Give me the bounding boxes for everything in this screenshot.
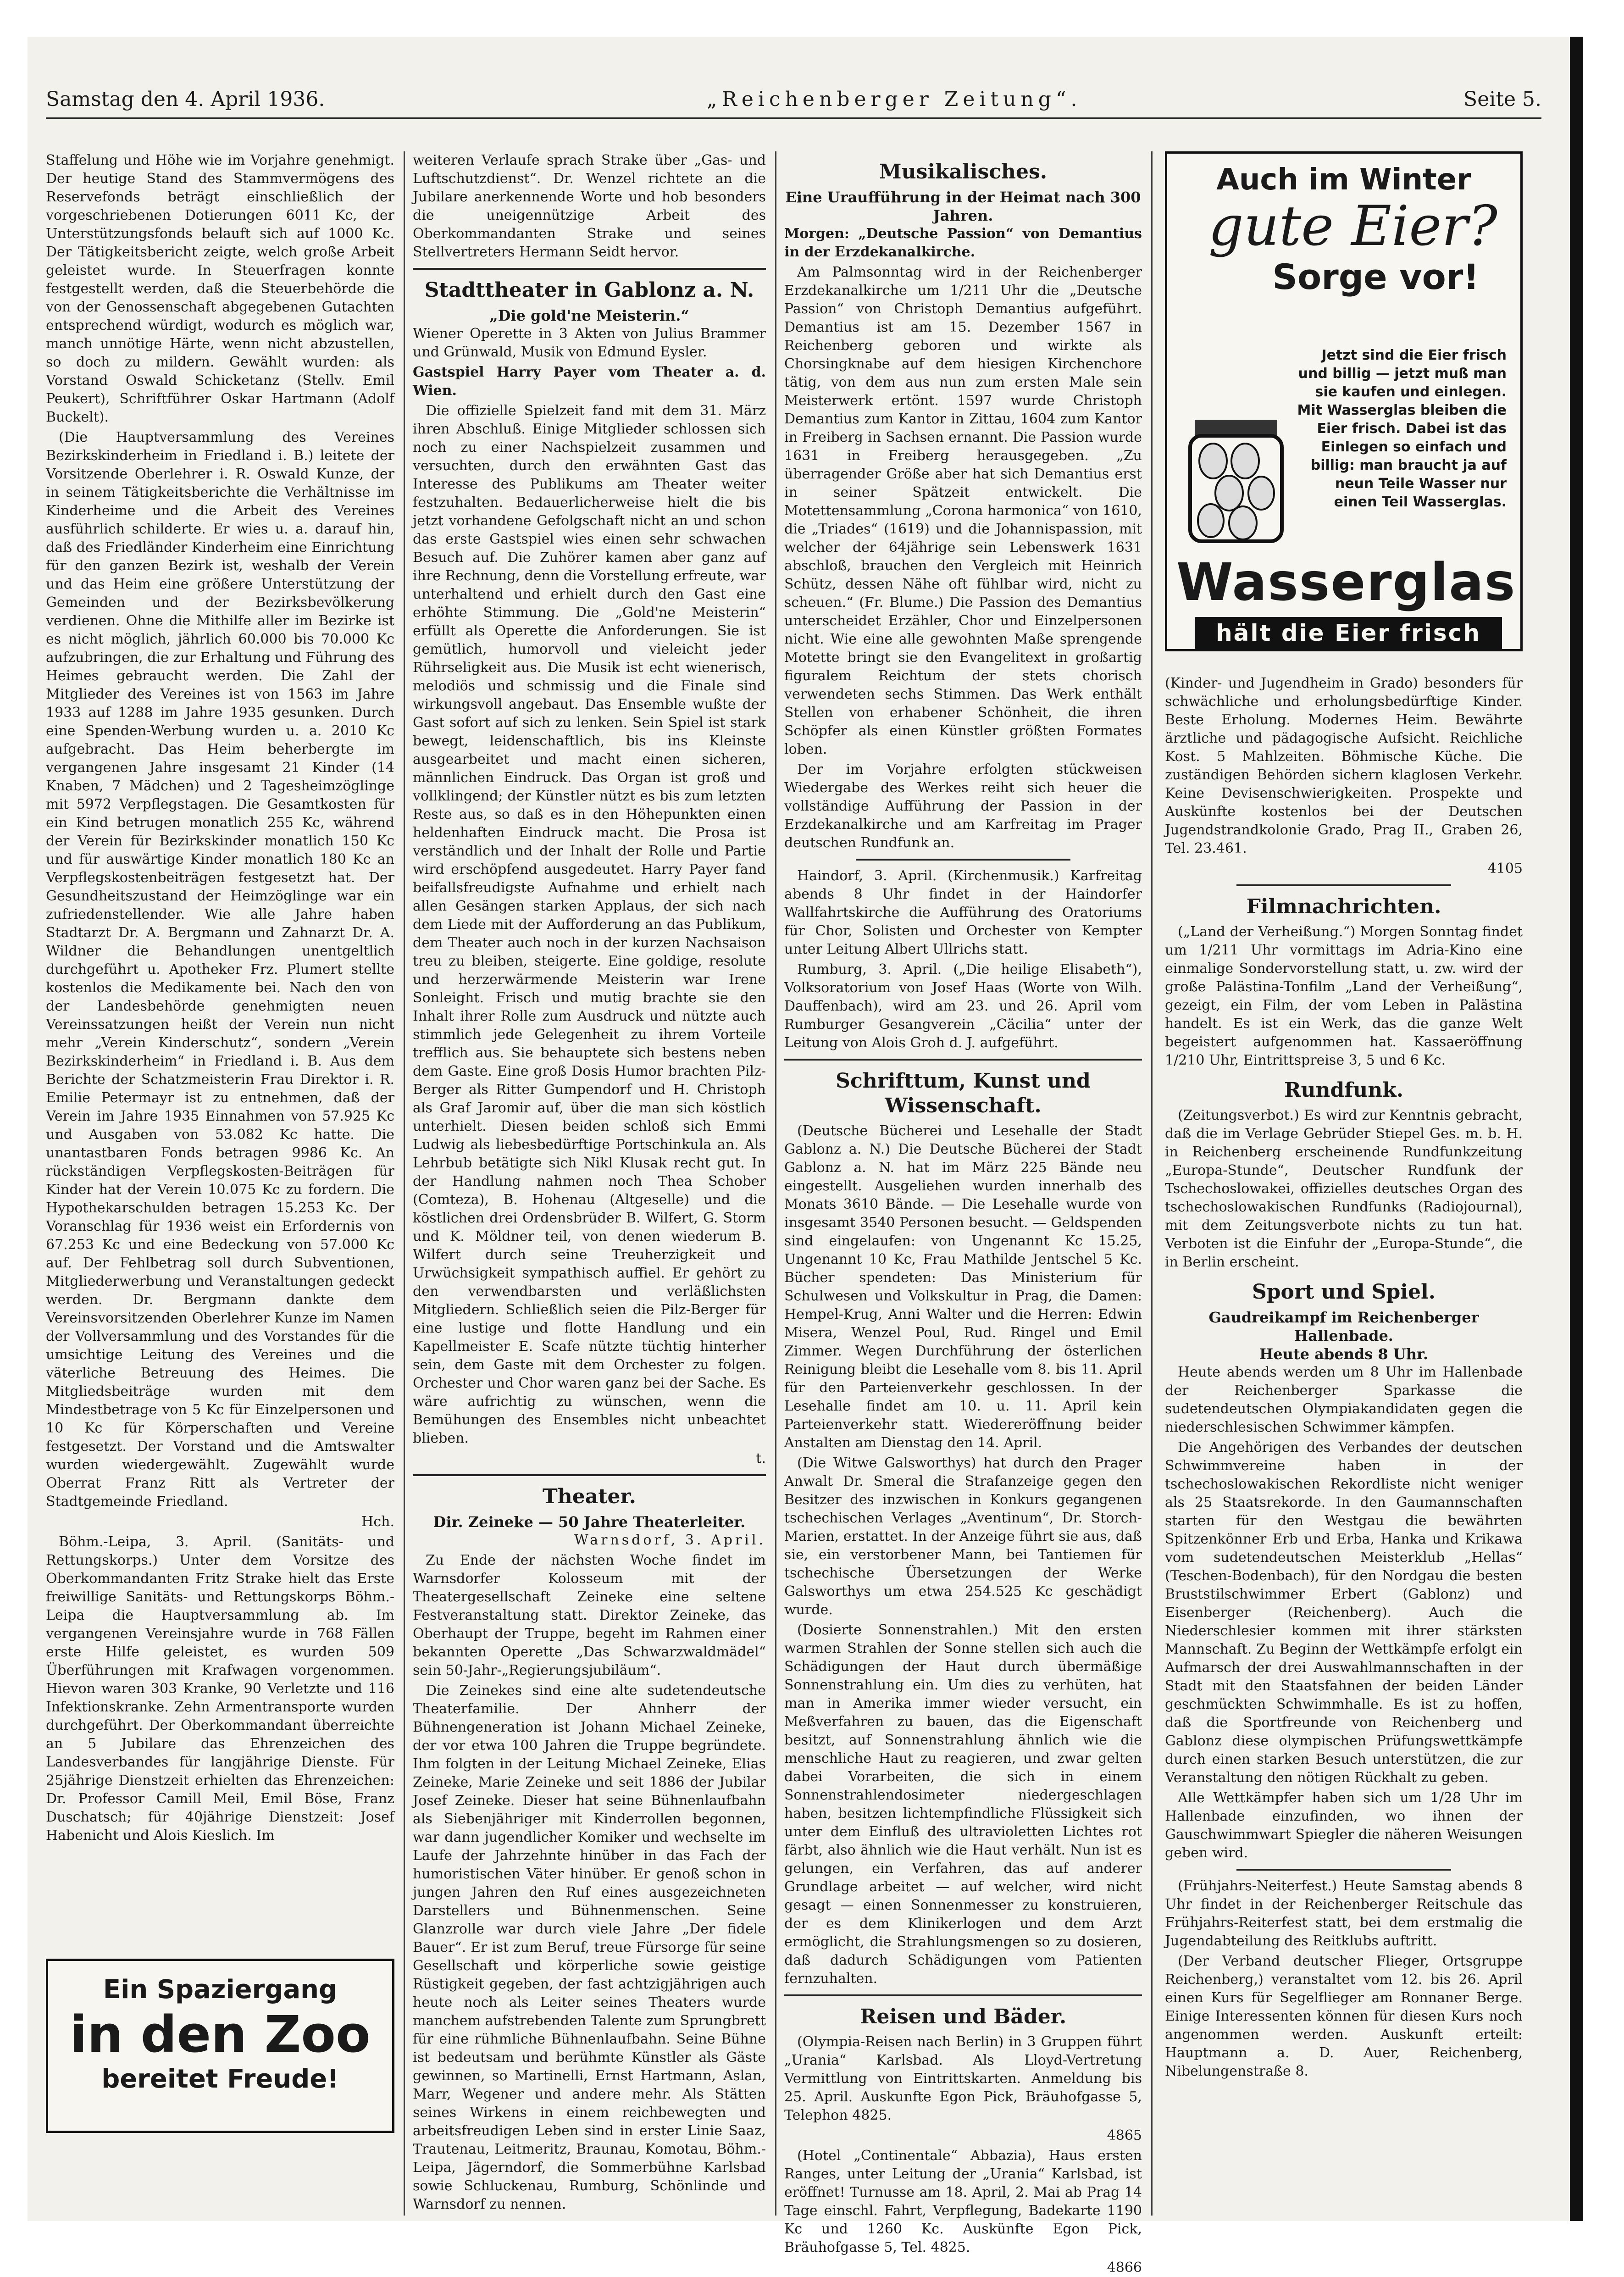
section-guest: Gastspiel Harry Payer vom Theater a. d. Wien. [413, 364, 766, 399]
egg-ad-brand: Wasserglas [1176, 553, 1516, 612]
wasserglas-advertisement [1165, 151, 1523, 651]
section-title-reisen: Reisen und Bäder. [859, 2005, 1067, 2028]
egg-ad-script: gute Eier? [1208, 194, 1497, 258]
column-3 [784, 151, 1142, 2276]
article-paragraph: Staffelung und Höhe wie im Vorjahre genehmigt. Der heutige Stand des Stammvermögens des Reservefonds beträgt einschließlich der vorgeschriebenen Dotierungen 6011 Kc, der Unterstützungsfonds belauft sich auf 1000 Kc. Der Tätigkeitsbericht zeigte, welch große Arbeit geleistet wurde. In Steuerfragen konnte festgestellt werden, daß die Steuerbehörde die von der Genossenschaft abgegebenen Gutachten entsprechend würdigt, wodurch es möglich war, manch unnötige Härte, wenn nicht abzustellen, so doch zu mildern. Gewählt wurden: als Vorstand Oswald Schicketanz (Stellv. Emil Peukert), Schriftführer Oskar Hartmann (Adolf Buckelt). [46, 152, 394, 425]
egg-ad-sorge: Sorge vor! [1272, 256, 1479, 297]
article-flieger: (Der Verband deutscher Flieger, Ortsgruppe Reichenberg,) veranstaltet vom 12. bis 26. April einen Kurs für Segelflieger am Ronnaner Berge. Einige Interessenten können für diesen Kurs noch angenommen werden. Auskunft erteilt: Hauptmann a. D. Auer, Reichenberg, Nibelungenstraße 8. [1165, 1953, 1523, 2079]
egg-ad-headline: Auch im Winter [1216, 163, 1471, 197]
page-header [46, 73, 1541, 119]
section-body: („Land der Verheißung.“) Morgen Sonntag findet um 1/211 Uhr vormittags im Adria-Kino eine einmalige Sondervorstellung statt, u. zw. wird der große Palästina-Tonfilm „Land der Verheißung“, gezeigt, ein Film, der vom Leben in Palästina handelt. Es ist ein Werk, das die ganze Welt begeistert aufgenommen hat. Kassaeröffnung 1/210 Uhr, Eintrittspreise 3, 5 und 6 Kc. [1165, 924, 1523, 1068]
section-title-musikalisches: Musikalisches. [879, 160, 1048, 183]
header-newspaper-title: „Reichenberger Zeitung“. [706, 88, 1082, 111]
section-body: Zu Ende der nächsten Woche findet im Warnsdorfer Kolosseum mit der Theatergesellschaft Zeineke eine seltene Festveranstaltung statt. Direktor Zeineke, das Oberhaupt der Truppe, begeht im Rahmen einer bekannten Operette „Das Schwarzwaldmädel“ sein 50-Jahr-„Regierungsjubiläum“. [413, 1552, 766, 1678]
article-reiterfest: (Frühjahrs-Neiterfest.) Heute Samstag abends 8 Uhr findet in der Reichenberger Reitschule das Frühjahrs-Reiterfest statt, bei dem erstmalig die Jugendabteilung des Reitklubs auftritt. [1165, 1878, 1523, 1949]
zoo-advertisement [46, 1959, 394, 2133]
section-divider [413, 1474, 766, 1476]
zoo-ad-line3: bereitet Freude! [101, 2064, 339, 2094]
header-page-number: Seite 5. [1463, 88, 1541, 111]
section-body: (Dosierte Sonnenstrahlen.) Mit den ersten warmen Strahlen der Sonne stellen sich auch die Schädigungen der Haut durch übermäßige Sonnenstrahlung ein. Um dies zu verhüten, hat man in Amerika immer wieder versucht, ein Meßverfahren zu bauen, das die Eigenschaft besitzt, auf Sonnenstrahlung ähnlich wie die menschliche Haut zu reagieren, und zwar gelten dabei Vorarbeiten, die sich in einem Sonnenstrahlendosimeter niedergeschlagen haben, besitzen lichtempfindliche Flüssigkeit sich unter dem Einfluß des ultravioletten Lichtes rot färbt, also ähnlich wie die Haut verhält. Nun ist es gelungen, ein Verfahren, das auf anderer Grundlage arbeitet — auf welcher, wird nicht gesagt — einen Sonnenmesser zu konstruieren, der es dem Klinikerlogen und dem Arzt ermöglicht, die Strahlungsmengen so zu dosieren, daß dadurch Schädigungen vom Patienten fernzuhalten. [784, 1622, 1142, 1987]
section-body: (Die Witwe Galsworthys) hat durch den Prager Anwalt Dr. Smeral die Strafanzeige gegen den Besitzer des inzwischen in Konkurs gegangenen tschechischen Verlages „Aventinum“, Dr. Storch-Marien, erstattet. In der Anzeige führt sie aus, daß sie, ein verstorbener Mann, bei Tantiemen für tschechische Übersetzungen der Werke Galsworthys um etwa 254.525 Kc geschädigt wurde. [784, 1455, 1142, 1618]
article-grado: (Kinder- und Jugendheim in Grado) besonders für schwächliche und erholungsbedürftige Kinder. Beste Erholung. Modernes Heim. Bewährte ärztliche und pädagogische Aufsicht. Reichliche Kost. 5 Mahlzeiten. Böhmische Küche. Die zuständigen Behörden sichern klaglosen Verkehr. Keine Devisenschwierigkeiten. Prospekte und Auskünfte kostenlos bei der Deutschen Jugendstrandkolonie Grado, Prag II., Graben 26, Tel. 23.461. [1165, 675, 1523, 856]
article-signature: t. [756, 1450, 766, 1466]
section-body: Heute abends werden um 8 Uhr im Hallenbade der Reichenberger Sparkasse die sudetendeutschen Olympiakandidaten gegen die niederschlesischen Schwimmer kämpfen. [1165, 1364, 1523, 1435]
section-body: Am Palmsonntag wird in der Reichenberger Erzdekanalkirche um 1/211 Uhr die „Deutsche Passion“ von Christoph Demantius aufgeführt. Demantius ist am 15. Dezember 1567 in Reichenberg geboren und wirkte als Chorsingknabe auf dem hiesigen Kirchenchore tätig, von dem aus nun zum ersten Male sein Meisterwerk ertönt. 1597 wurde Christoph Demantius zum Kantor in Zittau, 1604 zum Kantor in Freiberg in Sachsen ernannt. Die Passion wurde 1631 in Freiberg herausgegeben. „Zu überragender Größe aber hat sich Demantius erst in seiner Spätzeit entwickelt. Die Motettensammlung „Corona harmonica“ von 1610, die „Triades“ (1619) und die Johannispassion, mit welcher der 64jährige sein Lebenswerk 1631 abschloß, brauchen den Vergleich mit Heinrich Schütz, dessen Nähe oft fühlbar wird, nicht zu scheuen.“ (Fr. Blume.) Die Passion des Demantius unterscheidet Erzähler, Chor und Einzelpersonen nicht. Wie eine alle gewohnten Maße sprengende Motette bringt sie den Evangelitext in großartig figuralem Reichtum der stets chorisch verwendeten sechs Stimmen. Das Werk enthält Stellen von erhabener Schönheit, die ihren Schöpfer als einen Künstler größten Formates loben. [784, 264, 1142, 757]
zoo-ad-line2: in den Zoo [70, 2005, 371, 2064]
section-body: Die offizielle Spielzeit fand mit dem 31. März ihren Abschluß. Einige Mitglieder schlossen sich noch zu einer Nachspielzeit zusammen und versuchten, durch den erwähnten Gast das Interesse des Publikums am Theater weiter festzuhalten. Bedauerlicherweise hielt die bis jetzt vorhandene Gefolgschaft nicht an und schon das erste Gastspiel wies einen sehr schwachen Besuch auf. Die Zuhörer kamen aber ganz auf ihre Rechnung, denn die Vorstellung erfreute, war unterhaltend und erhielt durch den Gast eine erhöhte Stimmung. Die „Gold'ne Meisterin“ erfüllt als Operette die Anforderungen. Sie ist gemütlich, humorvoll und vieleicht jeder Rührseligkeit aus. Die Musik ist echt wienerisch, melodiös und schmissig und die Finale sind wirkungsvoll angebaut. Das Ensemble wußte der Gast sofort auf sich zu lenken. Sein Spiel ist stark bewegt, leidenschaftlich, bis ins Kleinste ausgearbeitet und macht einen sicheren, männlichen Eindruck. Das Organ ist groß und vollklingend; der Künstler nützt es bis zum letzten Reste aus, so daß es in den Höhepunkten einen heldenhaften Eindruck macht. Die Prosa ist verständlich und der Inhalt der Rolle und Partie wird erschöpfend ausgedeutet. Harry Payer fand beifallsfreudigste Aufnahme und erhielt nach allen Gesängen starken Applaus, der sich nach dem Liede mit der Aufforderung an das Publikum, dem Theater auch noch in der kurzen Nachsaison treu zu bleiben, steigerte. Eine goldige, resolute und herzerwärmende Meisterin war Irene Sonleight. Frisch und mutig brachte sie den Inhalt ihrer Rolle zum Ausdruck und nützte auch stimmlich jede Gelegenheit zu ihrem Vorteile trefflich aus. Sie behauptete sich bestens neben dem Gaste. Eine groß Dosis Humor brachten Pilz-Berger als Ritter Gumpendorf und H. Christoph als Graf Jaromir auf, über die man sich köstlich unterhielt. Diesen beiden schloß sich Emmi Ludwig als liebesbedürftige Portschinkula an. Als Lehrbub betätigte sich Nikl Klusak recht gut. In der Handlung nahmen noch Thea Schober (Comteza), B. Hohenau (Altgeselle) und die köstlichen drei Ordensbrüder B. Wilfert, G. Storm und K. Möldner teil, von denen wiederum B. Wilfert durch seine Treuherzigkeit und Urwüchsigkeit sympathisch auffiel. Er gehört zu den verwendbarsten und verläßlichsten Mitgliedern. Schließlich seien die Pilz-Berger für eine lustige und flotte Handlung und ein Kapellmeister E. Scafe nützte tüchtig hinterher sein, dem Gaste mit dem Orchester zu folgen. Orchester und Chor waren ganz bei der Sache. Es wäre aufrichtig zu wünschen, wenn die Bemühungen des Ensembles nicht unbeachtet blieben. [413, 403, 766, 1446]
section-title-sport: Sport und Spiel. [1252, 1280, 1436, 1304]
ad-code: 4865 [1107, 2127, 1142, 2144]
section-title-theater: Theater. [542, 1485, 636, 1508]
column-2 [413, 151, 766, 2212]
section-title-film: Filmnachrichten. [1246, 895, 1441, 918]
section-divider [413, 268, 766, 270]
section-divider [1236, 884, 1451, 886]
section-body: (Hotel „Continentale“ Abbazia), Haus ersten Ranges, unter Leitung der „Urania“ Karlsbad, ist eröffnet! Turnusse am 18. April, 2. Mai ab Prag 14 Tage einschl. Fahrt, Verpflegung, Badekarte 1190 Kc und 1260 Kc. Auskünfte Egon Pick, Bräuhofgasse 5, Tel. 4825. [784, 2148, 1142, 2255]
article-rumburg: Rumburg, 3. April. („Die heilige Elisabeth“), Volksoratorium von Josef Haas (Worte von Wilh. Dauffenbach), wird am 23. und 26. April vom Rumburger Gesangverein „Cäcilia“ unter der Leitung von Alois Groh d. J. aufgeführt. [784, 961, 1142, 1051]
ad-code: 4105 [1487, 861, 1523, 877]
column-4 [1165, 674, 1523, 2206]
section-body: Die Angehörigen des Verbandes der deutschen Schwimmvereine haben in der tschechoslowakischen Rekordliste nicht weniger als 25 Staatsrekorde. In den Gaumannschaften starten für den Westgau die bewährten Spitzenkönner Erb und Erba, Hanka und Krikawa vom sudetendeutschen Meisterklub „Hellas“ (Teschen-Bodenbach), für den Nordgau die besten Bruststilschwimmer Erbert (Gablonz) und Eisenberger (Reichenberg). Auch die Niederschlesier kommen mit ihrer stärksten Mannschaft. Zu Beginn der Wettkämpfe erfolgt ein Aufmarsch der drei Auswahlmannschaften in der Stadt mit den Staatsfahnen der beiden Länder geschmückten Schwimmhalle. Es ist zu hoffen, daß die Sportfreunde von Reichenberg und Gablonz diese olympischen Prüfungswettkämpfe durch einen starken Besuch unterstützen, die zur Veranstaltung den nötigen Rückhalt zu geben. [1165, 1439, 1523, 1786]
section-subtitle: Gaudreikampf im Reichenberger Hallenbade. [1208, 1309, 1479, 1344]
article-friedland: (Die Hauptversammlung des Vereines Bezirkskinderheim in Friedland i. B.) leitete der Vorsitzende Oberlehrer i. R. Oswald Kunze, der in seinem Tätigkeitsberichte die Verhältnisse im Kinderheime und die Arbeit des Vereines ausführlich schilderte. Er wies u. a. darauf hin, daß des Friedländer Kinderheim eine Einrichtung für den ganzen Bezirk ist, weshalb der Verein und das Heim eine größere Unterstützung der Gemeinden und der Bezirksbevölkerung verdienen. Ohne die Mithilfe aller im Bezirke ist es nicht möglich, jährlich 60.000 bis 70.000 Kc aufzubringen, die zur Erhaltung und Führung des Heimes gebraucht werden. Die Zahl der Mitglieder des Vereines ist von 1563 im Jahre 1933 auf 1288 im Jahre 1935 gesunken. Durch eine Spenden-Werbung wurden u. a. 2010 Kc aufgebracht. Das Heim beherbergte im vergangenen Jahre insgesamt 21 Kinder (14 Knaben, 7 Mädchen) und 2 Tagesheimzöglinge mit 5972 Verpflegstagen. Die Gesamtkosten für ein Kind betrugen monatlich 255 Kc, während der Verein für Bezirkskinder monatlich 150 Kc und für auswärtige Kinder monatlich 180 Kc an Verpflegskostenbeiträgen festgesetzt hat. Der Gesundheitszustand der Heimzöglinge war ein zufriedenstellender. Wie alle Jahre haben Stadtarzt Dr. A. Bergmann und Zahnarzt Dr. A. Wildner die Behandlungen unentgeltlich durchgeführt u. Apotheker Frz. Plumert stellte kostenlos die Medikamente bei. Nach den von der Landesbehörde genehmigten neuen Vereinssatzungen heißt der Verein nun nicht mehr „Verein Kinderschutz“, sondern „Verein Bezirkskinderheim“ in Friedland i. B. Aus dem Berichte der Schatzmeisterin Frau Direktor i. R. Emilie Petermayr ist zu entnehmen, daß der Verein im Jahre 1935 Einnahmen von 57.925 Kc und Ausgaben von 53.082 Kc hatte. Die unantastbaren Fonds betragen 9986 Kc. An rückständigen Verpflegskosten-Beiträgen für Kinder hat der Verein 10.075 Kc zu fordern. Die Hypothekarschulden betragen 15.253 Kc. Der Voranschlag für 1936 weist ein Erfordernis von 67.253 Kc und eine Bedeckung von 57.000 Kc auf. Der Fehlbetrag soll durch Subventionen, Mitgliederwerbung und Veranstaltungen gedeckt werden. Dr. Bergmann dankte dem Vereinsvorsitzenden Oberlehrer Kunze im Namen der Vollversammlung und des Vorstandes für die umsichtige Leitung des Vereines und die väterliche Betreuung des Heimes. Die Mitgliedsbeiträge wurden mit dem Mindestbetrage von 5 Kc für Einzelpersonen und 10 Kc für Körperschaften und Vereine festgesetzt. Der Vorstand und die Amtswalter wurden wiedergewählt. Zugewählt wurde Oberrat Franz Ritt als Vertreter der Stadtgemeinde Friedland. [46, 429, 394, 1510]
section-body: (Zeitungsverbot.) Es wird zur Kenntnis gebracht, daß die im Verlage Gebrüder Stiepel Ges. m. b. H. in Reichenberg erscheinende Rundfunkzeitung „Europa-Stunde“, Deutscher Rundfunk der Tschechoslowakei, offizielles deutsches Organ des tschechoslowakischen Rundfunks (Radiojournal), mit dem Zeitungsverbote nichts zu tun hat. Verboten ist die Einfuhr der „Europa-Stunde“, die in Berlin erscheint. [1165, 1107, 1523, 1270]
section-body: (Olympia-Reisen nach Berlin) in 3 Gruppen führt „Urania“ Karlsbad. Als Lloyd-Vertretung Vermittlung von Eintrittskarten. Anmeldung bis 25. April. Auskunfte Egon Pick, Bräuhofgasse 5, Telephon 4825. [784, 2034, 1142, 2123]
section-subtitle-time: Heute abends 8 Uhr. [1259, 1345, 1429, 1363]
section-body: Der im Vorjahre erfolgten stückweisen Wiedergabe des Werkes reiht sich heuer die vollständige Aufführung der Passion in der Erzdekanalkirche und am Karfreitag im Prager deutschen Rundfunk an. [784, 761, 1142, 851]
section-title-rundfunk: Rundfunk. [1284, 1078, 1404, 1102]
section-body: Alle Wettkämpfer haben sich um 1/28 Uhr im Hallenbade einzufinden, wo ihnen der Gauschwimmwart Spiegler die näheren Weisungen geben wird. [1165, 1790, 1523, 1861]
section-body: Die Zeinekes sind eine alte sudetendeutsche Theaterfamilie. Der Ahnherr der Bühnengeneration ist Johann Michael Zeineke, der vor etwa 100 Jahren die Truppe begründete. Ihm folgten in der Leitung Michael Zeineke, Elias Zeineke, Marie Zeineke und seit 1886 der Jubilar Josef Zeineke. Dieser hat seine Bühnenlaufbahn als Siebenjähriger mit Kinderrollen begonnen, war dann jugendlicher Komiker und wechselte im Laufe der Jahrzehnte hinüber in das Fach der humoristischen Väter hinüber. Er genoß schon in jungen Jahren den Ruf eines ausgezeichneten Darstellers und Bühnenmenschen. Seine Glanzrolle war durch viele Jahre „Der fidele Bauer“. Er ist zum Beruf, treue Fürsorge für seine Gesellschaft und körperliche sowie geistige Rüstigkeit gegeben, der fast achtzigjährigen auch heute noch als Leiter seines Theaters wurde manchem aufstrebenden Talente zum Sprungbrett für eine rühmliche Bühnenlaufbahn. Seine Bühne ist bedeutsam und berühmte Künstler als Gäste gewinnen, so Martinelli, Ernst Hartmann, Aslan, Marr, Wegener und andere mehr. Als Stätten seines Wirkens in einem reichbewegten und arbeitsfreudigen Leben sind in erster Linie Saaz, Trautenau, Leitmeritz, Braunau, Komotau, Böhm.-Leipa, Jägerndorf, die Sommerbühne Karlsbad sowie Schluckenau, Rumburg, Schönlinde und Warnsdorf zu nennen. [413, 1683, 766, 2212]
section-divider [856, 859, 1070, 861]
section-lead: Morgen: „Deutsche Passion“ von Demantius in der Erzdekanalkirche. [784, 226, 1142, 260]
section-title-stadttheater: Stadttheater in Gablonz a. N. [424, 278, 754, 302]
egg-ad-body: Jetzt sind die Eier frisch und billig — jetzt muß man sie kaufen und einlegen. Mit Wasserglas bleiben die Eier frisch. Dabei ist das Einlegen so einfach und billig: man braucht ja auf neun Teile Wasser nur einen Teil Wasserglas. [1297, 347, 1507, 510]
article-paragraph: weiteren Verlaufe sprach Strake über „Gas- und Luftschutzdienst“. Dr. Wenzel richtete an die Jubilare anerkennende Worte und hob besonders die uneigennützige Arbeit des Oberkommandanten Strake und seines Stellvertreters Hermann Seidt hervor. [413, 152, 766, 260]
column-divider [1151, 151, 1153, 2216]
egg-jar-icon [1186, 411, 1286, 548]
column-divider [775, 151, 776, 2216]
section-subtitle: Eine Uraufführung in der Heimat nach 300 Jahren. [785, 189, 1141, 224]
section-dateline: Warnsdorf, 3. April. [574, 1532, 766, 1548]
egg-ad-slogan: hält die Eier frisch [1195, 617, 1502, 649]
section-body: (Deutsche Bücherei und Lesehalle der Stadt Gablonz a. N.) Die Deutsche Bücherei der Stadt Gablonz a. N. hat im März 225 Bände neu eingestellt. Ausgeliehen wurden innerhalb des Monats 3610 Bände. — Die Lesehalle wurde von insgesamt 3540 Personen besucht. — Geldspenden sind eingelaufen: von Ungenannt Kc 15.25, Ungenannt 10 Kc, Frau Mathilde Jentschel 5 Kc. Bücher spendeten: Das Ministerium für Schulwesen und Volkskultur in Prag, die Damen: Hempel-Krug, Anni Walter und die Herren: Edwin Misera, Wenzel Poul, Rud. Ringel und Emil Zimmer. Wegen Durchführung der österlichen Reinigung bleibt die Lesehalle vom 8. bis 11. April für den Parteienverkehr geschlossen. In der Lesehalle findet am 10. u. 11. April kein Parteienverkehr statt. Wiedereröffnung beider Anstalten am Dienstag den 14. April. [784, 1123, 1142, 1451]
header-date: Samstag den 4. April 1936. [46, 88, 325, 111]
column-1 [46, 151, 394, 1940]
section-divider [784, 1994, 1142, 1996]
section-subtitle: „Die gold'ne Meisterin.“ [489, 307, 689, 324]
article-boehm-leipa: Böhm.-Leipa, 3. April. (Sanitäts- und Rettungskorps.) Unter dem Vorsitze des Oberkommandanten Fritz Strake hielt das Erste freiwillige Sanitäts- und Rettungskorps Böhm.-Leipa die Hauptversammlung ab. Im vergangenen Vereinsjahre wurde in 768 Fällen erste Hilfe geleistet, es wurden 509 Überführungen mit Krafwagen vorgenommen. Hievon waren 303 Kranke, 90 Verletzte und 116 Infektionskranke. Zehn Armentransporte wurden durchgeführt. Der Oberkommandant überreichte an 5 Jubilare das Ehrenzeichen des Landesverbandes für langjährige Dienste. Für 25jährige Dienstzeit erhielten das Ehrenzeichen: Dr. Professor Camill Meil, Emil Böse, Franz Duschatsch; für 40jährige Dienstzeit: Josef Habenicht und Alois Kieslich. Im [46, 1534, 394, 1844]
section-title-schrifttum: Schrifttum, Kunst und Wissenschaft. [836, 1069, 1091, 1117]
section-info: Wiener Operette in 3 Akten von Julius Brammer und Grünwald, Musik von Edmund Eysler. [413, 326, 766, 360]
article-haindorf: Haindorf, 3. April. (Kirchenmusik.) Karfreitag abends 8 Uhr findet in der Haindorfer Wallfahrtskirche die Aufführung des Oratoriums für Chor, Solisten und Orchester von Kempter unter Leitung Albert Ullrichs statt. [784, 868, 1142, 957]
section-divider [1236, 1869, 1451, 1871]
zoo-ad-line1: Ein Spaziergang [103, 1975, 338, 2005]
column-divider [404, 151, 405, 2216]
section-subtitle: Dir. Zeineke — 50 Jahre Theaterleiter. [433, 1513, 746, 1531]
ad-code: 4866 [1107, 2260, 1142, 2276]
section-divider [784, 1059, 1142, 1061]
article-signature: Hch. [361, 1514, 394, 1530]
